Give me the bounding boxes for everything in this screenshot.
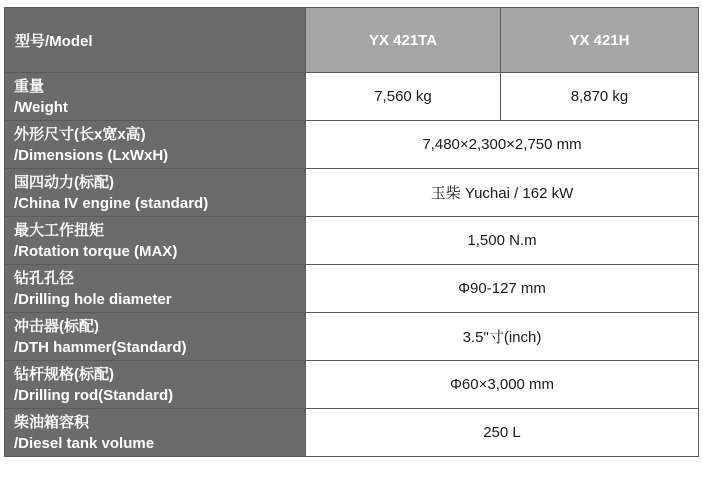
table-row-diesel-tank <box>5 409 699 457</box>
row-label-torque <box>5 217 306 265</box>
row-label-engine <box>5 169 306 217</box>
row-label-cn: 外形尺寸(长x宽x高) <box>14 125 146 143</box>
spec-table <box>4 7 699 457</box>
torque-value: 1,500 N.m <box>306 217 699 265</box>
table-row-engine <box>5 169 699 217</box>
row-label-en: /Rotation torque (MAX) <box>14 242 178 260</box>
row-label-cn: 重量 <box>14 77 45 95</box>
row-label-en: /Drilling rod(Standard) <box>14 386 174 404</box>
row-label-cn: 国四动力(标配) <box>14 173 114 191</box>
table-row-dimensions <box>5 121 699 169</box>
dth-hammer-value: 3.5"寸(inch) <box>306 313 699 361</box>
table-row-dth-hammer <box>5 313 699 361</box>
row-label-en: /China IV engine (standard) <box>14 194 209 212</box>
weight-value-yx421h: 8,870 kg <box>501 73 699 121</box>
row-label-cn: 柴油箱容积 <box>14 413 90 431</box>
diesel-tank-value: 250 L <box>306 409 699 457</box>
row-label-cn: 钻杆规格(标配) <box>14 365 114 383</box>
engine-value: 玉柴 Yuchai / 162 kW <box>306 169 699 217</box>
table-row-torque <box>5 217 699 265</box>
row-label-en: /Drilling hole diameter <box>14 290 172 308</box>
hole-diameter-value: Φ90-127 mm <box>306 265 699 313</box>
row-label-drilling-rod <box>5 361 306 409</box>
row-label-en: /DTH hammer(Standard) <box>14 338 187 356</box>
table-row-weight <box>5 73 699 121</box>
row-label-cn: 最大工作扭矩 <box>14 221 105 239</box>
model-header-yx421h: YX 421H <box>501 8 699 73</box>
table-row-hole-diameter <box>5 265 699 313</box>
row-label-dth-hammer <box>5 313 306 361</box>
model-header-label: 型号/Model <box>5 8 306 73</box>
dimensions-value: 7,480×2,300×2,750 mm <box>306 121 699 169</box>
row-label-en: /Dimensions (LxWxH) <box>14 146 169 164</box>
model-header-yx421ta: YX 421TA <box>306 8 501 73</box>
weight-value-yx421ta: 7,560 kg <box>306 73 501 121</box>
row-label-cn: 冲击器(标配) <box>14 317 99 335</box>
row-label-cn: 钻孔孔径 <box>14 269 75 287</box>
row-label-diesel-tank <box>5 409 306 457</box>
table-row-drilling-rod <box>5 361 699 409</box>
row-label-hole-diameter <box>5 265 306 313</box>
row-label-en: /Diesel tank volume <box>14 434 155 452</box>
drilling-rod-value: Φ60×3,000 mm <box>306 361 699 409</box>
row-label-weight <box>5 73 306 121</box>
row-label-en: /Weight <box>14 98 68 116</box>
header-row <box>5 8 699 73</box>
row-label-dimensions <box>5 121 306 169</box>
